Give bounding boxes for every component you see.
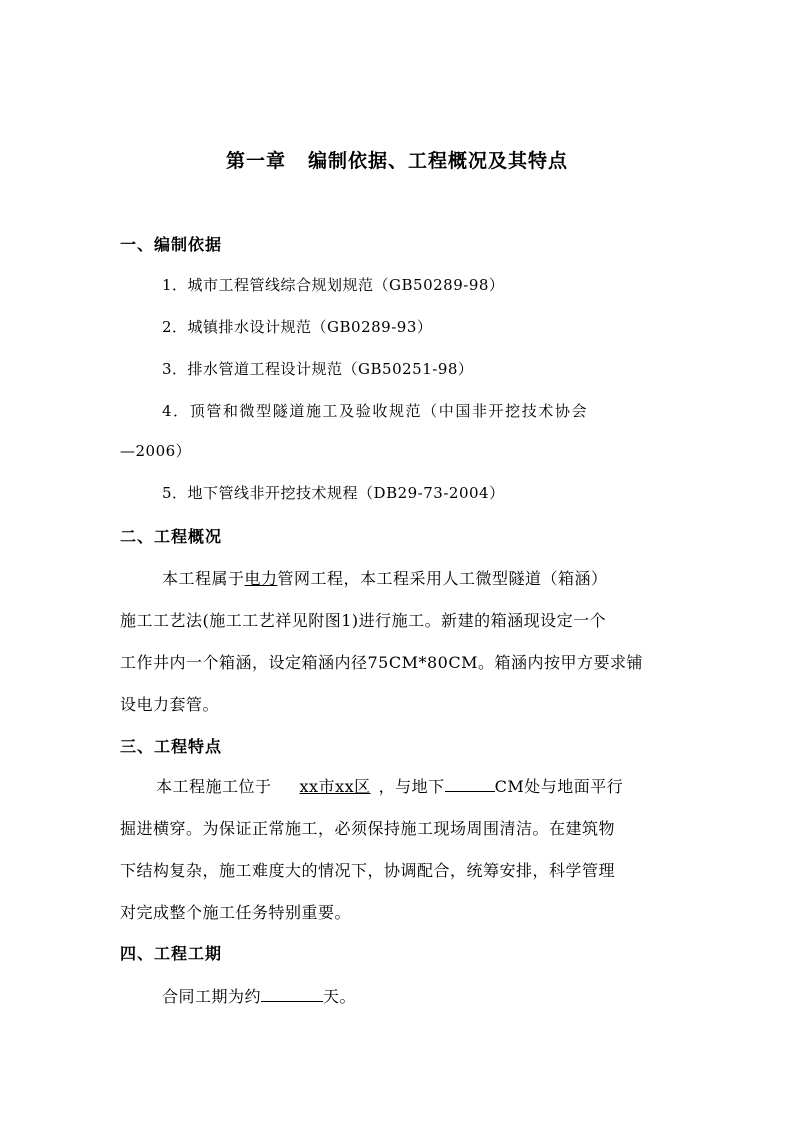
chapter-title: 编制依据、工程概况及其特点: [308, 150, 569, 172]
basis-item-5: 5．地下管线非开挖技术规程（DB29-73-2004）: [162, 484, 505, 502]
schedule-line-1: [162, 984, 722, 1007]
chapter-number: 第一章: [225, 150, 286, 172]
duration-blank: [261, 987, 323, 1002]
basis-item-4: 4．顶管和微型隧道施工及验收规范（中国非开挖技术协会: [162, 402, 589, 420]
depth-blank: [445, 777, 495, 792]
features-location-blank: xx市xx区: [299, 777, 371, 796]
features-line-4: 对完成整个施工任务特别重要。: [120, 903, 352, 922]
basis-item-2: 2．城镇排水设计规范（GB0289-93）: [162, 318, 433, 336]
features-text: ，与地下: [378, 777, 445, 796]
schedule-text: 合同工期为约: [162, 987, 262, 1006]
basis-item-1: 1．城市工程管线综合规划规范（GB50289-98）: [162, 276, 505, 294]
section-heading-features: 三、工程特点: [120, 737, 223, 756]
overview-text: 管网工程，本工程采用人工微型隧道（箱涵）: [277, 569, 608, 588]
section-heading-schedule: 四、工程工期: [120, 944, 223, 963]
section-heading-overview: 二、工程概况: [120, 527, 223, 546]
overview-line-3: 工作井内一个箱涵，设定箱涵内径75CM*80CM。箱涵内按甲方要求铺: [120, 653, 643, 672]
overview-underlined-term: 电力: [244, 569, 278, 588]
overview-line-2: 施工工艺法(施工工艺祥见附图1)进行施工。新建的箱涵现设定一个: [120, 611, 607, 630]
features-line-1: [156, 774, 716, 797]
features-text: CM处与地面平行: [494, 777, 624, 796]
overview-text: 本工程属于: [162, 569, 245, 588]
schedule-text: 天。: [323, 987, 357, 1006]
section-heading-basis: 一、编制依据: [120, 235, 223, 254]
features-line-2: 掘进横穿。为保证正常施工，必须保持施工现场周围清洁。在建筑物: [120, 819, 616, 838]
overview-line-1: [162, 566, 722, 589]
basis-item-3: 3．排水管道工程设计规范（GB50251-98）: [162, 360, 474, 378]
page-title: [0, 146, 794, 173]
features-text: 本工程施工位于: [156, 777, 272, 796]
overview-line-4: 设电力套管。: [120, 695, 220, 714]
basis-item-4-continued: —2006）: [120, 442, 192, 460]
features-line-3: 下结构复杂，施工难度大的情况下，协调配合，统筹安排，科学管理: [120, 861, 616, 880]
